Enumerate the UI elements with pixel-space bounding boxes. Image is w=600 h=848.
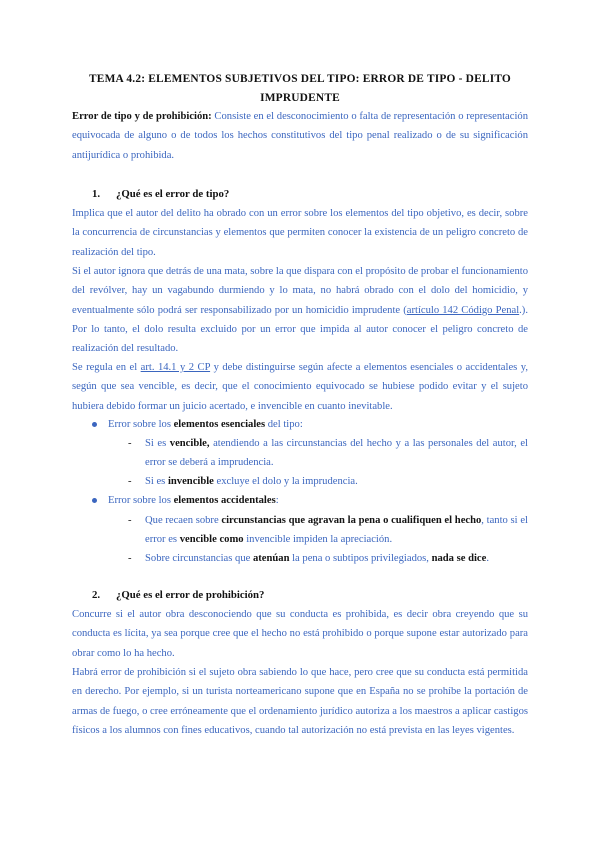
section-2-title: ¿Qué es el error de prohibición? <box>116 589 265 601</box>
section-2-heading <box>92 586 264 605</box>
intro-paragraph <box>72 107 528 165</box>
bullet-dot-icon <box>92 498 97 503</box>
dash-icon: - <box>128 515 132 526</box>
bullet-dot-icon <box>92 422 97 427</box>
sub-item-mitigating <box>128 549 528 569</box>
sub-item-invencible <box>128 472 528 492</box>
dash-icon: - <box>128 476 132 487</box>
dash-icon: - <box>128 553 132 564</box>
bullet-essential-text: Error sobre los elementos esenciales del tipo: <box>108 419 303 430</box>
bullet-accidental-text: Error sobre los elementos accidentales: <box>108 495 279 506</box>
section-1-number: 1. <box>92 188 101 200</box>
sub-item-mitigating-text: Sobre circunstancias que atenúan la pena o subtipos privilegiados, nada se dice. <box>145 553 489 564</box>
paragraph-2-text-a: Si el autor ignora que detrás de una mata, sobre la que dispara con el propósito de probar el funcionamiento del revólver, hay un vagabundo durmiendo y lo mata, no habrá obrado con el dolo del homicidio, y eventualmente sólo podrá ser responsabilizado por un homicidio imprudente ( <box>72 266 528 316</box>
page-title: TEMA 4.2: ELEMENTOS SUBJETIVOS DEL TIPO: ERROR DE TIPO - DELITO IMPRUDENTE <box>88 73 511 104</box>
section-2-paragraph-1: Concurre si el autor obra desconociendo que su conducta es prohibida, es decir obra creyendo que su conducta es lícita, ya sea porque cree que el hecho no está prohibido o porque supone estar autorizado para obrar como lo ha hecho. <box>72 609 528 659</box>
section-1-title: ¿Qué es el error de tipo? <box>116 188 230 200</box>
section-2-number: 2. <box>92 589 101 601</box>
article-14-link[interactable]: art. 14.1 y 2 CP <box>140 362 211 373</box>
intro-term: Error de tipo y de prohibición: <box>72 111 212 122</box>
paragraph-3-text-a: Se regula en el <box>72 362 141 373</box>
section-1-paragraph-2 <box>72 262 528 358</box>
article-142-link[interactable]: artículo 142 Código Penal <box>406 304 520 316</box>
dash-icon: - <box>128 438 132 449</box>
sub-item-aggravating <box>128 511 528 551</box>
intro-text: Consiste en el desconocimiento o falta de representación o representación equivocada de alguno o de todos los hechos constitutivos del tipo penal realizado o de su significación antijurídica o prohibida. <box>72 111 528 161</box>
paragraph-2-text-b: .). Por lo tanto, el dolo resulta excluido por un error que impida al autor conocer el peligro concreto de realización del resultado. <box>72 304 528 355</box>
section-1-paragraph-1: Implica que el autor del delito ha obrado con un error sobre los elementos del tipo objetivo, es decir, sobre la concurrencia de circunstancias y elementos que permiten conocer la existencia de un peligro concreto de realización del tipo. <box>72 208 528 258</box>
sub-item-vencible <box>128 434 528 474</box>
section-1-paragraph-3 <box>72 358 528 416</box>
section-2-paragraph-2: Habrá error de prohibición si el sujeto obra sabiendo lo que hace, pero cree que su conducta está permitida en derecho. Por ejemplo, si un turista norteamericano supone que en España no se prohíbe la portación de armas de fuego, o cree erróneamente que el ordenamiento jurídico autoriza a los maestros a aplicar castigos físicos a los alumnos con fines educativos, cuando tal autorización no está prevista en las leyes vigentes. <box>72 667 528 736</box>
section-1-heading <box>92 185 229 204</box>
sub-item-aggravating-text: Que recaen sobre circunstancias que agravan la pena o cualifiquen el hecho, tanto si el error es vencible como invencible impiden la apreciación. <box>145 515 528 546</box>
sub-item-invencible-text: Si es invencible excluye el dolo y la imprudencia. <box>145 476 358 487</box>
paragraph-3-text-b: y debe distinguirse según afecte a elementos esenciales o accidentales y, según que sea vencible, es decir, que el conocimiento equivocado se hubiese podido evitar y el sujeto hubiera debido formar un juicio acertado, e invencible en cuanto inevitable. <box>72 362 528 412</box>
sub-item-vencible-text: Si es vencible, atendiendo a las circunstancias del hecho y a las personales del autor, el error se deberá a imprudencia. <box>145 438 528 469</box>
